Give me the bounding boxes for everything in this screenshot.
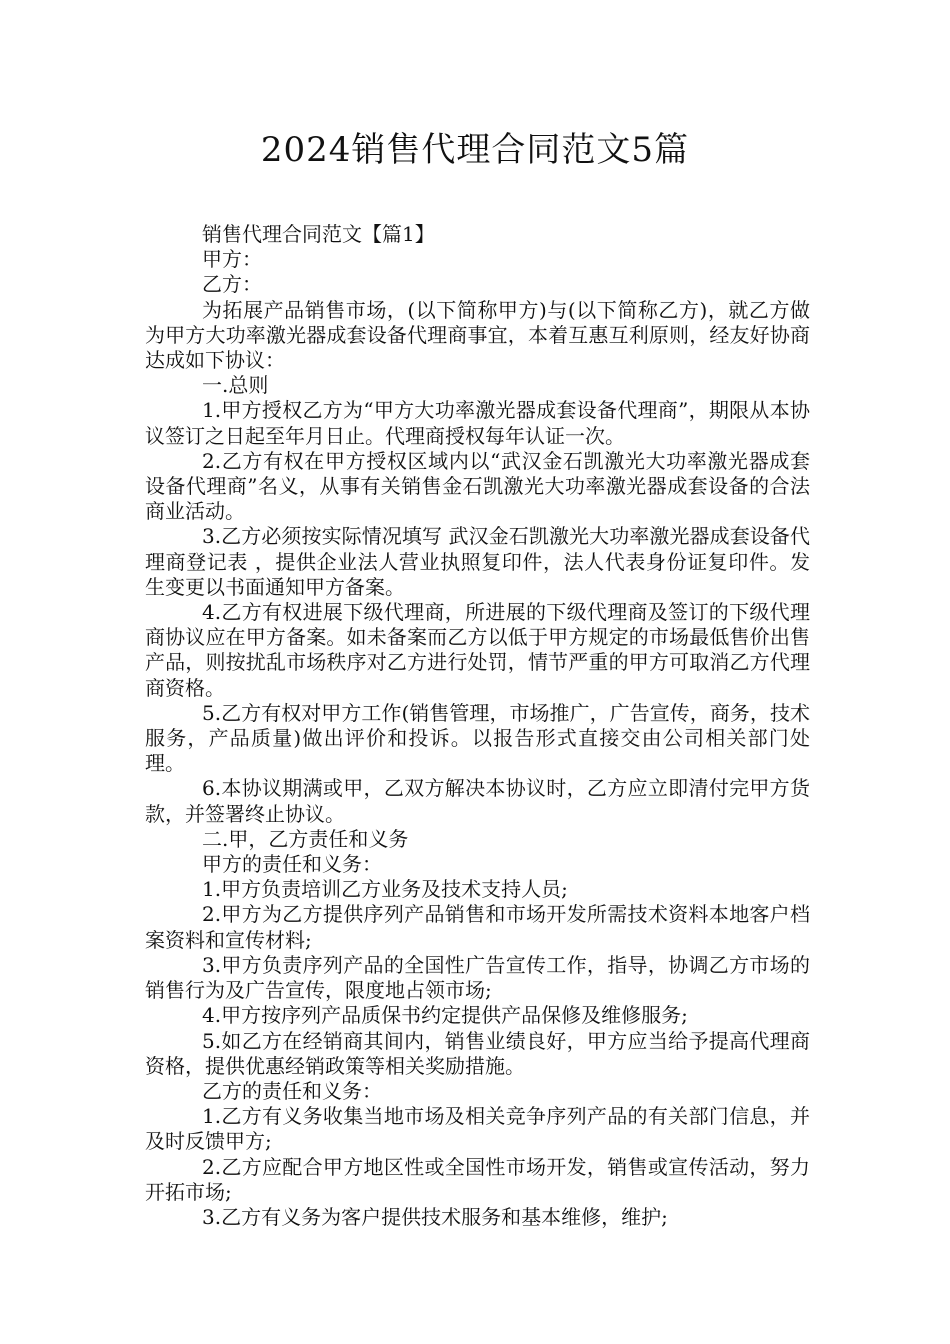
paragraph: 乙方的责任和义务：	[202, 1078, 382, 1103]
paragraph: 3.乙方有义务为客户提供技术服务和基本维修，维护;	[202, 1204, 668, 1229]
paragraph: 6.本协议期满或甲，乙双方解决本协议时，乙方应立即清付完甲方货款，并签署终止协议。	[145, 776, 810, 826]
paragraph: 乙方：	[202, 272, 262, 297]
paragraph: 1.乙方有义务收集当地市场及相关竞争序列产品的有关部门信息，并及时反馈甲方;	[145, 1104, 810, 1154]
paragraph: 1.甲方负责培训乙方业务及技术支持人员;	[202, 877, 568, 902]
paragraph: 3.甲方负责序列产品的全国性广告宣传工作，指导，协调乙方市场的销售行为及广告宣传，限度地占领市场;	[145, 952, 810, 1003]
paragraph: 2.乙方有权在甲方授权区域内以“武汉金石凯激光大功率激光器成套设备代理商”名义，从事有关销售金石凯激光大功率激光器成套设备的合法商业活动。	[145, 448, 810, 524]
paragraph: 5.乙方有权对甲方工作(销售管理，市场推广，广告宣传，商务，技术服务，产品质量)做出评价和投诉。以报告形式直接交由公司相关部门处理。	[145, 700, 810, 776]
paragraph: 为拓展产品销售市场，(以下简称甲方)与(以下简称乙方)，就乙方做为甲方大功率激光器成套设备代理商事宜，本着互惠互利原则，经友好协商达成如下协议：	[145, 297, 810, 373]
paragraph: 一.总则	[202, 373, 269, 398]
document-body	[145, 222, 810, 1230]
paragraph: 3.乙方必须按实际情况填写 武汉金石凯激光大功率激光器成套设备代理商登记表 ，提供企业法人营业执照复印件，法人代表身份证复印件。发生变更以书面通知甲方备案。	[145, 524, 810, 599]
paragraph: 4.乙方有权进展下级代理商，所进展的下级代理商及签订的下级代理商协议应在甲方备案。如未备案而乙方以低于甲方规定的市场最低售价出售产品，则按扰乱市场秩序对乙方进行处罚，情节严重的甲方可取消乙方代理商资格。	[145, 600, 810, 700]
paragraph: 5.如乙方在经销商其间内，销售业绩良好，甲方应当给予提高代理商资格，提供优惠经销政策等相关奖励措施。	[145, 1028, 810, 1078]
paragraph: 二.甲，乙方责任和义务	[202, 826, 409, 851]
document-title: 2024销售代理合同范文5篇	[260, 130, 690, 170]
paragraph: 4.甲方按序列产品质保书约定提供产品保修及维修服务;	[202, 1003, 688, 1028]
paragraph: 甲方：	[202, 247, 262, 272]
paragraph: 销售代理合同范文【篇1】	[202, 222, 435, 246]
paragraph: 2.甲方为乙方提供序列产品销售和市场开发所需技术资料本地客户档案资料和宣传材料;	[145, 902, 810, 952]
paragraph: 1.甲方授权乙方为“甲方大功率激光器成套设备代理商”，期限从本协议签订之日起至年月日止。代理商授权每年认证一次。	[145, 398, 810, 448]
paragraph: 甲方的责任和义务：	[202, 852, 382, 877]
paragraph: 2.乙方应配合甲方地区性或全国性市场开发，销售或宣传活动，努力开拓市场;	[145, 1154, 810, 1204]
